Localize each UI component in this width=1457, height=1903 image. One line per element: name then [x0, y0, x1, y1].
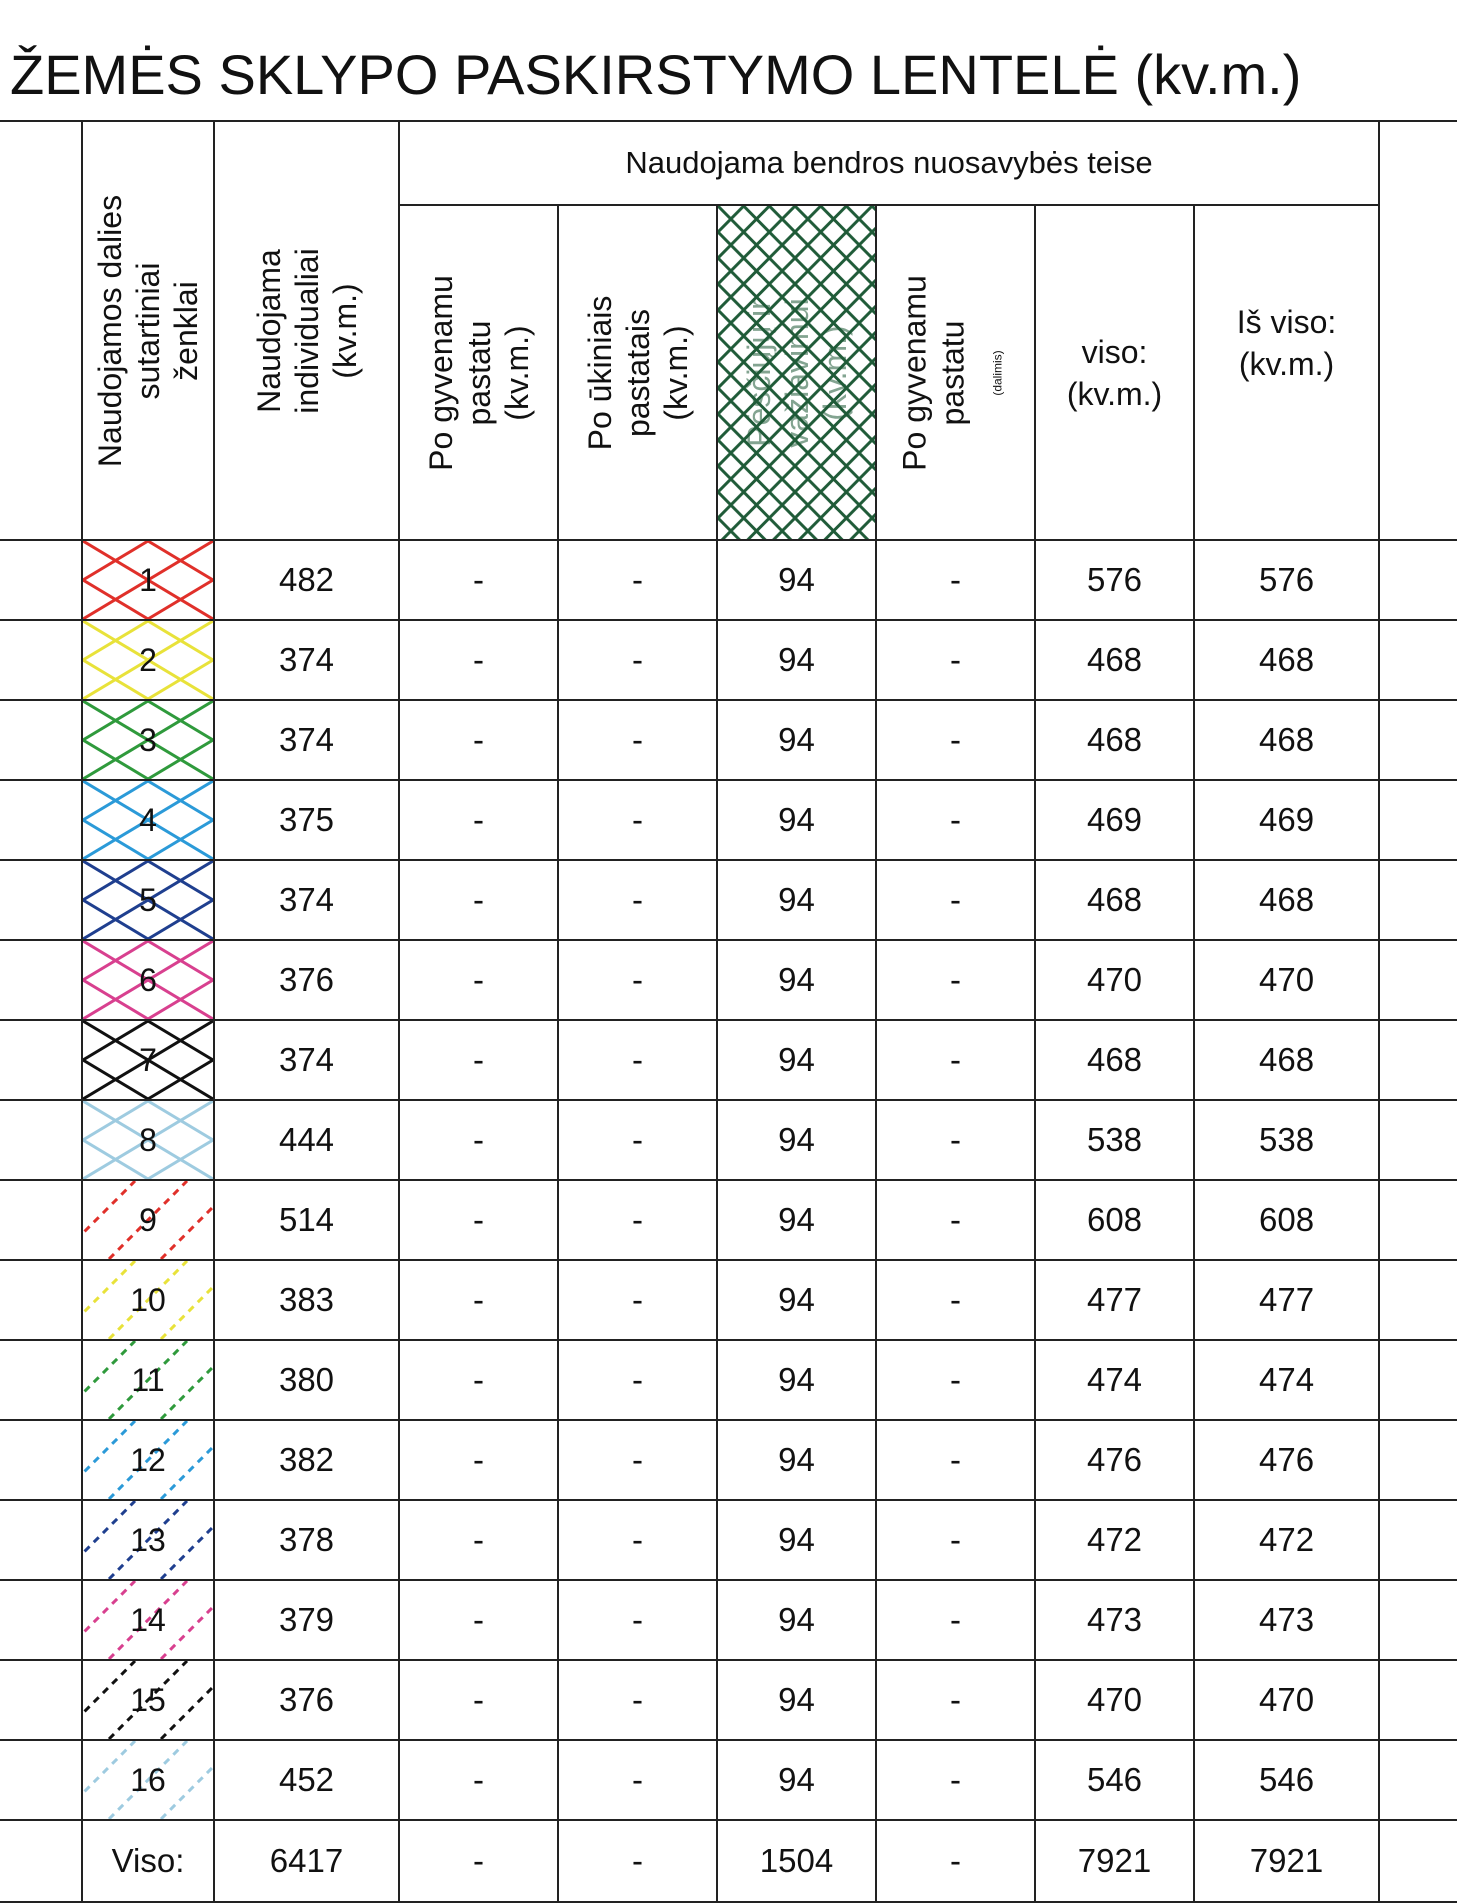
row-blank-cell: [0, 1740, 82, 1820]
row-blank-cell-right: [1379, 1260, 1457, 1340]
table-row: [0, 1260, 1457, 1340]
legend-mark-number: 2: [139, 642, 157, 678]
table-row: [0, 1500, 1457, 1580]
cell-farm: -: [558, 940, 717, 1020]
cell-res-part: -: [876, 1260, 1035, 1340]
cell-res-part: -: [876, 1420, 1035, 1500]
row-blank-cell: [0, 1580, 82, 1660]
cell-res-part: -: [876, 1660, 1035, 1740]
cell-res: -: [399, 1740, 558, 1820]
cell-res: -: [399, 540, 558, 620]
cell-res-part: -: [876, 700, 1035, 780]
legend-mark-cell: [82, 540, 214, 620]
cell-total: 468: [1194, 700, 1379, 780]
cell-individual: 383: [214, 1260, 399, 1340]
cell-total: 472: [1194, 1500, 1379, 1580]
cell-individual: 376: [214, 940, 399, 1020]
cell-subtotal: 470: [1035, 940, 1194, 1020]
row-blank-cell-right: [1379, 860, 1457, 940]
legend-mark-number: 16: [130, 1762, 166, 1798]
header-marks: Naudojamos dalies sutartiniai ženklai: [82, 121, 214, 540]
cell-paths: 94: [717, 1500, 876, 1580]
row-blank-cell-right: [1379, 1340, 1457, 1420]
cell-individual: 452: [214, 1740, 399, 1820]
cell-farm: -: [558, 1180, 717, 1260]
row-blank-cell: [0, 1820, 82, 1902]
cell-res-part: -: [876, 1580, 1035, 1660]
cell-farm: -: [558, 700, 717, 780]
cell-subtotal: 476: [1035, 1420, 1194, 1500]
cell-res-part: -: [876, 1340, 1035, 1420]
header-under-residential: Po gyvenamu pastatu (kv.m.): [399, 205, 558, 540]
row-blank-cell-right: [1379, 1660, 1457, 1740]
row-blank-cell: [0, 540, 82, 620]
row-blank-cell-right: [1379, 1820, 1457, 1902]
cell-farm: -: [558, 620, 717, 700]
cell-paths: 94: [717, 1180, 876, 1260]
legend-mark-cell: [82, 1740, 214, 1820]
legend-mark-cell: [82, 1180, 214, 1260]
row-blank-cell-right: [1379, 1420, 1457, 1500]
legend-mark-number: 1: [139, 562, 157, 598]
cell-individual: 378: [214, 1500, 399, 1580]
table-row: [0, 780, 1457, 860]
cell-paths: 94: [717, 620, 876, 700]
cell-res: -: [399, 1020, 558, 1100]
cell-total: 468: [1194, 860, 1379, 940]
blank-header: [0, 121, 82, 540]
cell-res: -: [399, 620, 558, 700]
row-blank-cell-right: [1379, 620, 1457, 700]
cell-paths: 94: [717, 1580, 876, 1660]
cell-farm: -: [558, 1420, 717, 1500]
row-blank-cell: [0, 620, 82, 700]
header-under-farm: Po ūkiniais pastatais (kv.m.): [558, 205, 717, 540]
cell-total: 476: [1194, 1420, 1379, 1500]
cell-paths: 94: [717, 860, 876, 940]
row-blank-cell: [0, 1180, 82, 1260]
header-individual: Naudojama individualiai (kv.m.): [214, 121, 399, 540]
legend-mark-cell: [82, 1500, 214, 1580]
cell-individual: 382: [214, 1420, 399, 1500]
legend-mark-number: 15: [130, 1682, 166, 1718]
cell-res-part: -: [876, 780, 1035, 860]
cell-total: 470: [1194, 940, 1379, 1020]
totals-label: Viso:: [82, 1820, 214, 1902]
cell-individual: 374: [214, 700, 399, 780]
legend-mark-number: 4: [139, 802, 157, 838]
total-res: -: [399, 1820, 558, 1902]
cell-res-part: -: [876, 940, 1035, 1020]
cell-total: 474: [1194, 1340, 1379, 1420]
cell-subtotal: 468: [1035, 620, 1194, 700]
cell-subtotal: 546: [1035, 1740, 1194, 1820]
cell-paths: 94: [717, 1420, 876, 1500]
row-blank-cell-right: [1379, 940, 1457, 1020]
cell-res: -: [399, 1580, 558, 1660]
total-total: 7921: [1194, 1820, 1379, 1902]
header-subtotal: viso: (kv.m.): [1035, 205, 1194, 540]
cell-subtotal: 470: [1035, 1660, 1194, 1740]
cell-subtotal: 473: [1035, 1580, 1194, 1660]
cell-paths: 94: [717, 1660, 876, 1740]
cell-individual: 444: [214, 1100, 399, 1180]
table-row: [0, 700, 1457, 780]
cell-paths: 94: [717, 780, 876, 860]
row-blank-cell: [0, 700, 82, 780]
cell-paths: 94: [717, 540, 876, 620]
totals-row: [0, 1820, 1457, 1902]
cell-total: 468: [1194, 620, 1379, 700]
row-blank-cell: [0, 1020, 82, 1100]
cell-paths: 94: [717, 1100, 876, 1180]
row-blank-cell: [0, 1500, 82, 1580]
cell-farm: -: [558, 1740, 717, 1820]
legend-mark-cell: [82, 1340, 214, 1420]
row-blank-cell-right: [1379, 780, 1457, 860]
cell-paths: 94: [717, 700, 876, 780]
total-individual: 6417: [214, 1820, 399, 1902]
legend-mark-cell: [82, 860, 214, 940]
cell-individual: 374: [214, 1020, 399, 1100]
table-row: [0, 1100, 1457, 1180]
cell-total: 546: [1194, 1740, 1379, 1820]
cell-res: -: [399, 1660, 558, 1740]
cell-total: 473: [1194, 1580, 1379, 1660]
total-farm: -: [558, 1820, 717, 1902]
cell-res: -: [399, 860, 558, 940]
cell-res: -: [399, 1500, 558, 1580]
legend-mark-number: 3: [139, 722, 157, 758]
cell-res: -: [399, 1260, 558, 1340]
cell-total: 469: [1194, 780, 1379, 860]
cell-res-part: -: [876, 1740, 1035, 1820]
legend-mark-cell: [82, 620, 214, 700]
table-row: [0, 1180, 1457, 1260]
legend-mark-cell: [82, 1660, 214, 1740]
cell-farm: -: [558, 1500, 717, 1580]
cell-total: 576: [1194, 540, 1379, 620]
cell-individual: 374: [214, 620, 399, 700]
cell-res-part: -: [876, 860, 1035, 940]
cell-res: -: [399, 780, 558, 860]
cell-farm: -: [558, 540, 717, 620]
cell-subtotal: 474: [1035, 1340, 1194, 1420]
legend-mark-cell: [82, 1260, 214, 1340]
cell-res: -: [399, 700, 558, 780]
row-blank-cell: [0, 940, 82, 1020]
table-row: [0, 540, 1457, 620]
distribution-table: [0, 120, 1457, 1903]
cell-farm: -: [558, 1660, 717, 1740]
total-res-part: -: [876, 1820, 1035, 1902]
cell-individual: 380: [214, 1340, 399, 1420]
table-row: [0, 1020, 1457, 1100]
cell-individual: 379: [214, 1580, 399, 1660]
total-subtotal: 7921: [1035, 1820, 1194, 1902]
row-blank-cell: [0, 1420, 82, 1500]
row-blank-cell: [0, 1100, 82, 1180]
cell-paths: 94: [717, 940, 876, 1020]
row-blank-cell-right: [1379, 700, 1457, 780]
legend-mark-number: 6: [139, 962, 157, 998]
cell-paths: 94: [717, 1260, 876, 1340]
cell-subtotal: 472: [1035, 1500, 1194, 1580]
legend-mark-number: 7: [139, 1042, 157, 1078]
table-row: [0, 1420, 1457, 1500]
row-blank-cell-right: [1379, 1180, 1457, 1260]
header-common-group: Naudojama bendros nuosavybės teise: [399, 121, 1379, 205]
cell-res: -: [399, 1420, 558, 1500]
cell-individual: 376: [214, 1660, 399, 1740]
cell-subtotal: 469: [1035, 780, 1194, 860]
cell-individual: 374: [214, 860, 399, 940]
page-title: ŽEMĖS SKLYPO PASKIRSTYMO LENTELĖ (kv.m.): [10, 43, 1302, 106]
cell-res: -: [399, 1100, 558, 1180]
blank-header-right: [1379, 121, 1457, 540]
legend-mark-number: 13: [130, 1522, 166, 1558]
cell-subtotal: 576: [1035, 540, 1194, 620]
row-blank-cell: [0, 1260, 82, 1340]
cell-individual: 514: [214, 1180, 399, 1260]
table-row: [0, 940, 1457, 1020]
cell-paths: 94: [717, 1340, 876, 1420]
cell-res: -: [399, 1340, 558, 1420]
legend-mark-number: 5: [139, 882, 157, 918]
cell-subtotal: 477: [1035, 1260, 1194, 1340]
legend-mark-cell: [82, 780, 214, 860]
table-row: [0, 1340, 1457, 1420]
row-blank-cell: [0, 1660, 82, 1740]
row-blank-cell-right: [1379, 1740, 1457, 1820]
cell-res: -: [399, 940, 558, 1020]
cell-subtotal: 468: [1035, 860, 1194, 940]
header-total: Iš viso: (kv.m.): [1194, 205, 1379, 540]
cell-res-part: -: [876, 1180, 1035, 1260]
row-blank-cell-right: [1379, 1020, 1457, 1100]
legend-mark-number: 14: [130, 1602, 166, 1638]
cell-individual: 482: [214, 540, 399, 620]
row-blank-cell-right: [1379, 1100, 1457, 1180]
legend-mark-cell: [82, 1100, 214, 1180]
cell-paths: 94: [717, 1020, 876, 1100]
cell-farm: -: [558, 1260, 717, 1340]
table-row: [0, 1660, 1457, 1740]
cell-farm: -: [558, 1340, 717, 1420]
legend-mark-cell: [82, 1020, 214, 1100]
cell-res-part: -: [876, 1100, 1035, 1180]
cell-total: 538: [1194, 1100, 1379, 1180]
header-under-residential-part: Po gyvenamu pastatu (dalimis): [876, 205, 1035, 540]
table-row: [0, 1580, 1457, 1660]
cell-total: 470: [1194, 1660, 1379, 1740]
cell-farm: -: [558, 860, 717, 940]
cell-total: 608: [1194, 1180, 1379, 1260]
row-blank-cell: [0, 780, 82, 860]
legend-mark-cell: [82, 700, 214, 780]
cell-total: 477: [1194, 1260, 1379, 1340]
cell-farm: -: [558, 1580, 717, 1660]
legend-mark-number: 12: [130, 1442, 166, 1478]
row-blank-cell: [0, 860, 82, 940]
cell-individual: 375: [214, 780, 399, 860]
cell-farm: -: [558, 1020, 717, 1100]
cell-subtotal: 468: [1035, 700, 1194, 780]
legend-mark-cell: [82, 1420, 214, 1500]
legend-mark-number: 10: [130, 1282, 166, 1318]
legend-mark-number: 11: [131, 1362, 165, 1398]
cell-res-part: -: [876, 620, 1035, 700]
cell-subtotal: 608: [1035, 1180, 1194, 1260]
table-row: [0, 860, 1457, 940]
table-row: [0, 1740, 1457, 1820]
cell-res-part: -: [876, 1020, 1035, 1100]
cell-farm: -: [558, 780, 717, 860]
cell-total: 468: [1194, 1020, 1379, 1100]
table-row: [0, 620, 1457, 700]
header-paths: Pėsčiųjų ir važiavimui (kv.m.): [717, 205, 876, 540]
legend-mark-cell: [82, 940, 214, 1020]
cell-farm: -: [558, 1100, 717, 1180]
legend-mark-number: 8: [139, 1122, 157, 1158]
cell-res-part: -: [876, 540, 1035, 620]
row-blank-cell: [0, 1340, 82, 1420]
legend-mark-number: 9: [139, 1202, 157, 1238]
cell-subtotal: 468: [1035, 1020, 1194, 1100]
cell-paths: 94: [717, 1740, 876, 1820]
cell-subtotal: 538: [1035, 1100, 1194, 1180]
row-blank-cell-right: [1379, 1500, 1457, 1580]
row-blank-cell-right: [1379, 1580, 1457, 1660]
cell-res-part: -: [876, 1500, 1035, 1580]
cell-res: -: [399, 1180, 558, 1260]
row-blank-cell-right: [1379, 540, 1457, 620]
total-paths: 1504: [717, 1820, 876, 1902]
legend-mark-cell: [82, 1580, 214, 1660]
